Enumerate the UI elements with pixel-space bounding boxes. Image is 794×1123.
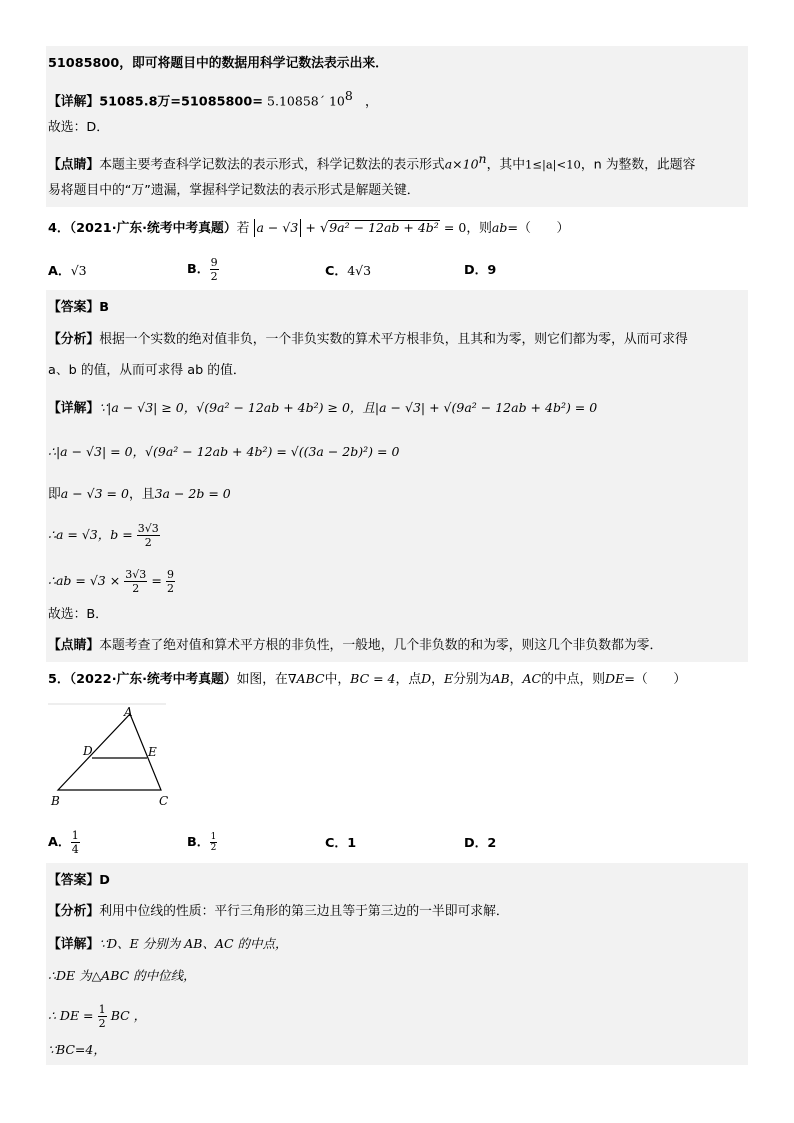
q4-stem: 4．（2021·广东·统考中考真题）若 a − √3 + √9a² − 12ab + 4b² = 0，则ab=（ ） (48, 220, 570, 236)
triangle-abc (58, 714, 161, 790)
q5-option-d[interactable]: D．2 (464, 836, 497, 851)
analysis-label: 【分析】 (48, 904, 100, 919)
q4-detail-line1: 【详解】∵|a − √3| ≥ 0，√(9a² − 12ab + 4b²) ≥ 0，且|a − √3| + √(9a² − 12ab + 4b²) = 0 (48, 400, 598, 416)
q5-answer: 【答案】D (48, 873, 110, 888)
q4-analysis-line2: a、b 的值，从而可求得 ab 的值． (48, 363, 246, 378)
vertex-label-d: D (83, 744, 93, 758)
detail-label: 【详解】 (48, 937, 100, 952)
q5-detail-line3: ∴ DE = $\frac{1}{2}$ BC ， (48, 1003, 147, 1030)
vertex-label-a: A (124, 705, 133, 719)
q4-option-c[interactable]: C．4√3 (325, 263, 372, 279)
q3-comment-line1: 【点睛】本题主要考查科学记数法的表示形式，科学记数法的表示形式$a\times 10^n$，其中1≤|a|<10，n 为整数，此题容 (48, 151, 696, 173)
q4-detail-line4: ∴a = √3，b = $\frac{3√3}{2}$ (48, 522, 159, 549)
q5-number: 5． (48, 672, 70, 687)
comment-label: 【点睛】 (48, 638, 100, 653)
q4-source: （2021·广东·统考中考真题） (69, 221, 237, 236)
q5-option-b[interactable]: B． $\frac{1}{2}$ (187, 832, 217, 853)
q3-choice: 故选：D． (48, 120, 110, 135)
q5-analysis: 【分析】利用中位线的性质：平行三角形的第三边且等于第三边的一半即可求解． (48, 904, 509, 919)
analysis-label: 【分析】 (48, 332, 100, 347)
q3-detail-value: 5.10858´ 10 (267, 93, 345, 109)
q4-abs-expr: a − √3 (254, 219, 302, 237)
q3-tail-text: 51085800，即可将题目中的数据用科学记数法表示出来． (48, 56, 388, 71)
q4-detail-line2: ∴|a − √3| = 0，√(9a² − 12ab + 4b²) = √((3a − 2b)²) = 0 (48, 444, 400, 459)
q4-comment: 【点睛】本题考查了绝对值和算术平方根的非负性，一般地，几个非负数的和为零，则这几个非负数都为零． (48, 638, 663, 653)
vertex-label-b: B (51, 794, 60, 808)
q5-source: （2022·广东·统考中考真题） (69, 672, 237, 687)
q3-comment-line2: 易将题目中的“万”遗漏，掌握科学记数法的表示形式是解题关键． (48, 183, 420, 198)
q5-option-c[interactable]: C．1 (325, 836, 357, 851)
sci-notation-form: a×10 (444, 156, 479, 172)
q4-sqrt-expr: 9a² − 12ab + 4b² (329, 220, 439, 235)
q3-detail-exp: 8 (344, 88, 353, 103)
q3-detail-text: 51085.8万=51085800= (99, 94, 263, 110)
solution-block-q5 (46, 863, 748, 1065)
q5-detail-line2: ∴DE 为△ABC 的中位线， (48, 968, 196, 983)
q5-option-a[interactable]: A． $\frac{1}{4}$ (48, 829, 79, 856)
q4-answer: 【答案】B (48, 300, 109, 315)
q3-detail-end: ， (365, 94, 378, 110)
q4-number: 4． (48, 221, 70, 236)
q4-detail-line3: 即a − √3 = 0，且3a − 2b = 0 (48, 486, 231, 502)
detail-label: 【详解】 (48, 94, 100, 110)
q4-analysis-line1: 【分析】根据一个实数的绝对值非负，一个非负实数的算术平方根非负，且其和为零，则它们都为零，从而可求得 (48, 332, 688, 347)
q4-option-b[interactable]: B． $\frac{9}{2}$ (187, 256, 218, 283)
q5-stem: 5．（2022·广东·统考中考真题）如图，在∇ABC中，BC = 4，点D，E分别为AB，AC的中点，则DE=（ ） (48, 671, 687, 687)
detail-label: 【详解】 (48, 401, 100, 416)
q4-option-a[interactable]: A．√3 (48, 263, 87, 279)
q4-detail-line5: ∴ab = √3 × $\frac{3√3}{2}$ = $\frac{9}{2}$ (48, 568, 174, 595)
q4-choice: 故选：B． (48, 607, 108, 622)
q5-detail-line4: ∵BC=4， (48, 1042, 106, 1057)
q4-option-d[interactable]: D．9 (464, 263, 497, 278)
vertex-label-e: E (148, 745, 157, 759)
q5-detail-line1: 【详解】∵D、E 分别为 AB、AC 的中点， (48, 936, 288, 952)
sci-notation-range: 1≤|a|<10 (525, 157, 581, 172)
q3-detail-line (48, 87, 378, 111)
vertex-label-c: C (159, 794, 169, 808)
triangle-figure (44, 702, 184, 812)
q3-tail-line (48, 55, 388, 73)
comment-label: 【点睛】 (48, 157, 100, 173)
